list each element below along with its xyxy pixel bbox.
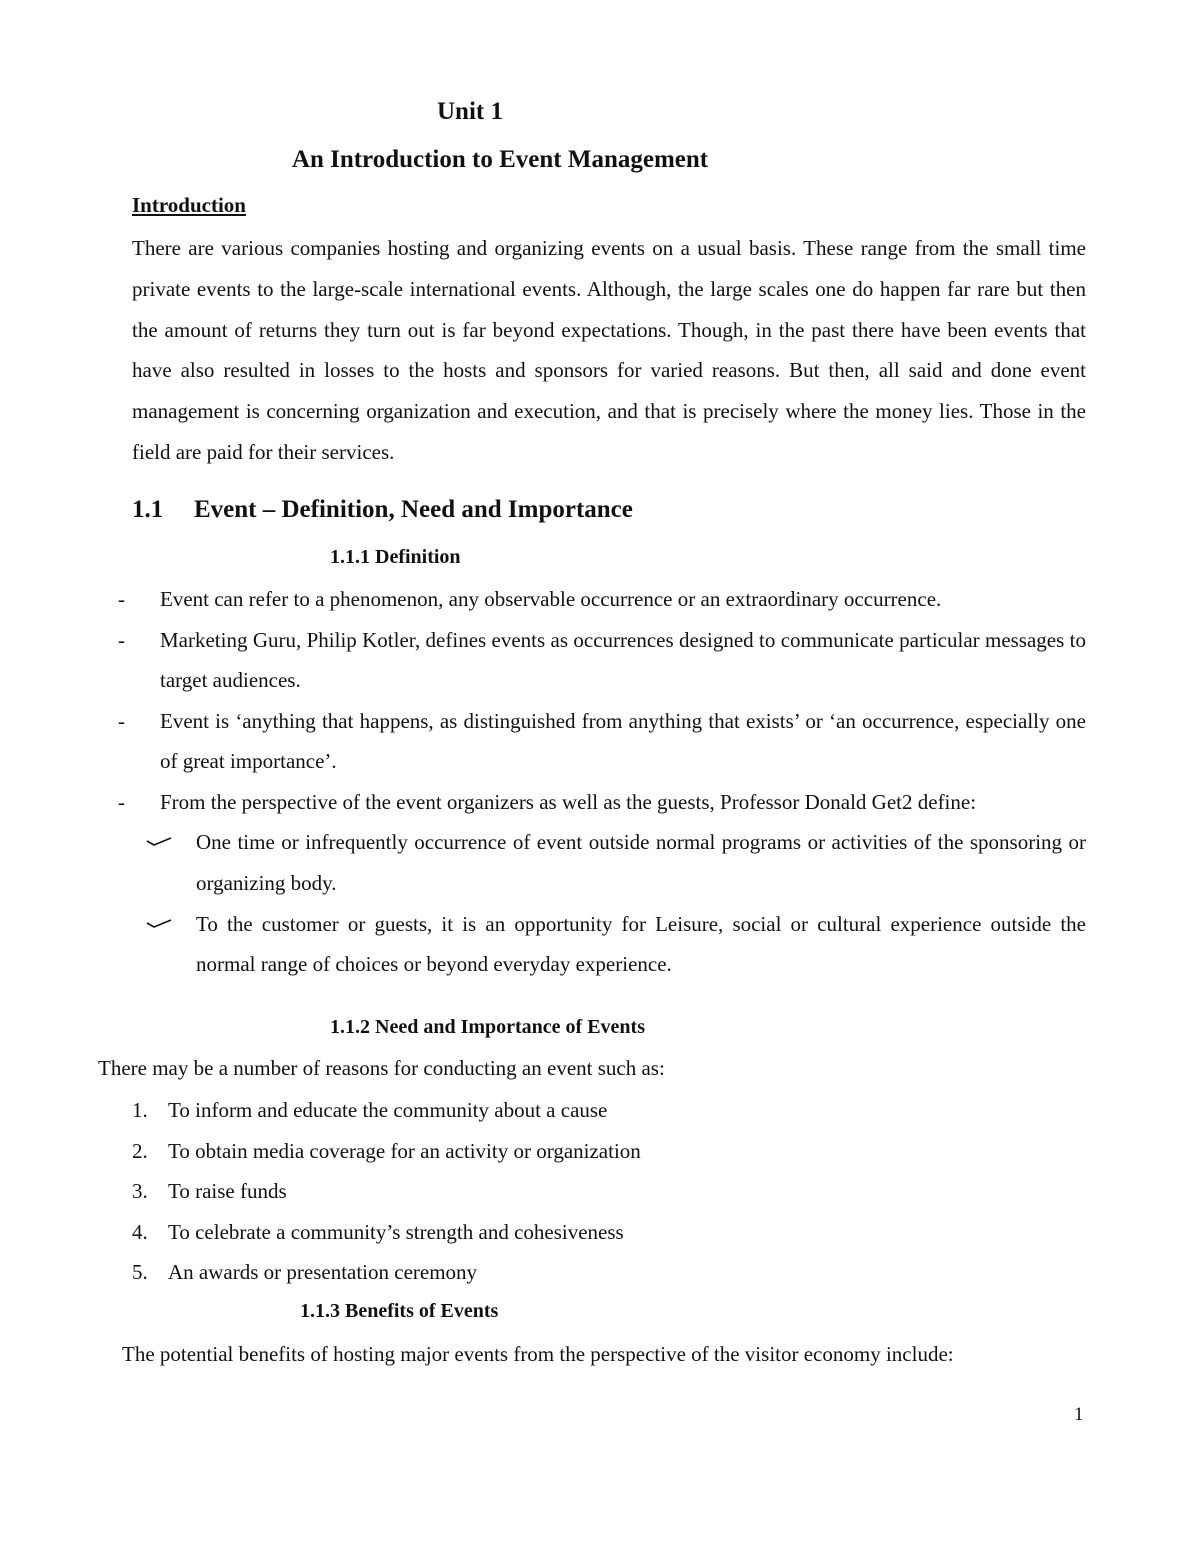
introduction-paragraph: There are various companies hosting and organizing events on a usual basis. These range from the small time private events to the large-scale international events. Although, the large scales one do happen far rare but then the amount of returns they turn out is far beyond expectations. Though, in the past there have been events that have also resulted in losses to the hosts and sponsors for varied reasons. But then, all said and done event management is concerning organization and execution, and that is precisely where the money lies. Those in the field are paid for their services. bbox=[132, 236, 1086, 464]
list-item: One time or infrequently occurrence of event outside normal programs or activities of the sponsoring or organizing body. bbox=[146, 822, 1086, 904]
document-title: An Introduction to Event Management bbox=[291, 146, 709, 173]
section-heading bbox=[132, 496, 633, 524]
list-item: 4. To celebrate a community’s strength and cohesiveness bbox=[132, 1219, 624, 1244]
section-title: Event – Definition, Need and Importance bbox=[194, 496, 633, 523]
benefits-intro: The potential benefits of hosting major events from the perspective of the visitor economy include: bbox=[122, 1342, 954, 1366]
list-item: - Event can refer to a phenomenon, any observable occurrence or an extraordinary occurrence. bbox=[118, 579, 1086, 620]
definition-list bbox=[118, 579, 1086, 823]
section-number: 1.1 bbox=[132, 496, 164, 523]
bullet-dash: - bbox=[118, 627, 125, 652]
checkmark-icon bbox=[146, 904, 176, 930]
bullet-dash: - bbox=[118, 708, 125, 733]
list-item: 1. To inform and educate the community about a cause bbox=[132, 1098, 608, 1122]
list-item: 5. An awards or presentation ceremony bbox=[132, 1260, 478, 1285]
list-item: 3. To raise funds bbox=[132, 1179, 287, 1204]
list-item: To the customer or guests, it is an opportunity for Leisure, social or cultural experience outside the normal range of choices or beyond everyday experience. bbox=[146, 904, 1086, 986]
benefits-heading: 1.1.3 Benefits of Events bbox=[300, 1300, 499, 1322]
definition-sub-list bbox=[146, 822, 1086, 985]
list-item: 2. To obtain media coverage for an activity or organization bbox=[132, 1138, 641, 1163]
bullet-dash: - bbox=[118, 587, 125, 611]
unit-title: Unit 1 bbox=[437, 98, 503, 125]
page-number: 1 bbox=[1074, 1404, 1084, 1425]
definition-heading: 1.1.1 Definition bbox=[330, 546, 461, 568]
introduction-heading: Introduction bbox=[132, 193, 246, 217]
checkmark-icon bbox=[146, 822, 176, 848]
need-heading: 1.1.2 Need and Importance of Events bbox=[330, 1016, 645, 1038]
bullet-dash: - bbox=[118, 789, 125, 814]
list-item: - From the perspective of the event organizers as well as the guests, Professor Donald Get2 define: bbox=[118, 782, 1086, 823]
need-list bbox=[132, 1090, 641, 1293]
list-item: - Marketing Guru, Philip Kotler, defines events as occurrences designed to communicate particular messages to target audiences. bbox=[118, 620, 1086, 701]
list-item: - Event is ‘anything that happens, as distinguished from anything that exists’ or ‘an occurrence, especially one of great importance’. bbox=[118, 701, 1086, 782]
need-intro: There may be a number of reasons for conducting an event such as: bbox=[98, 1056, 665, 1080]
